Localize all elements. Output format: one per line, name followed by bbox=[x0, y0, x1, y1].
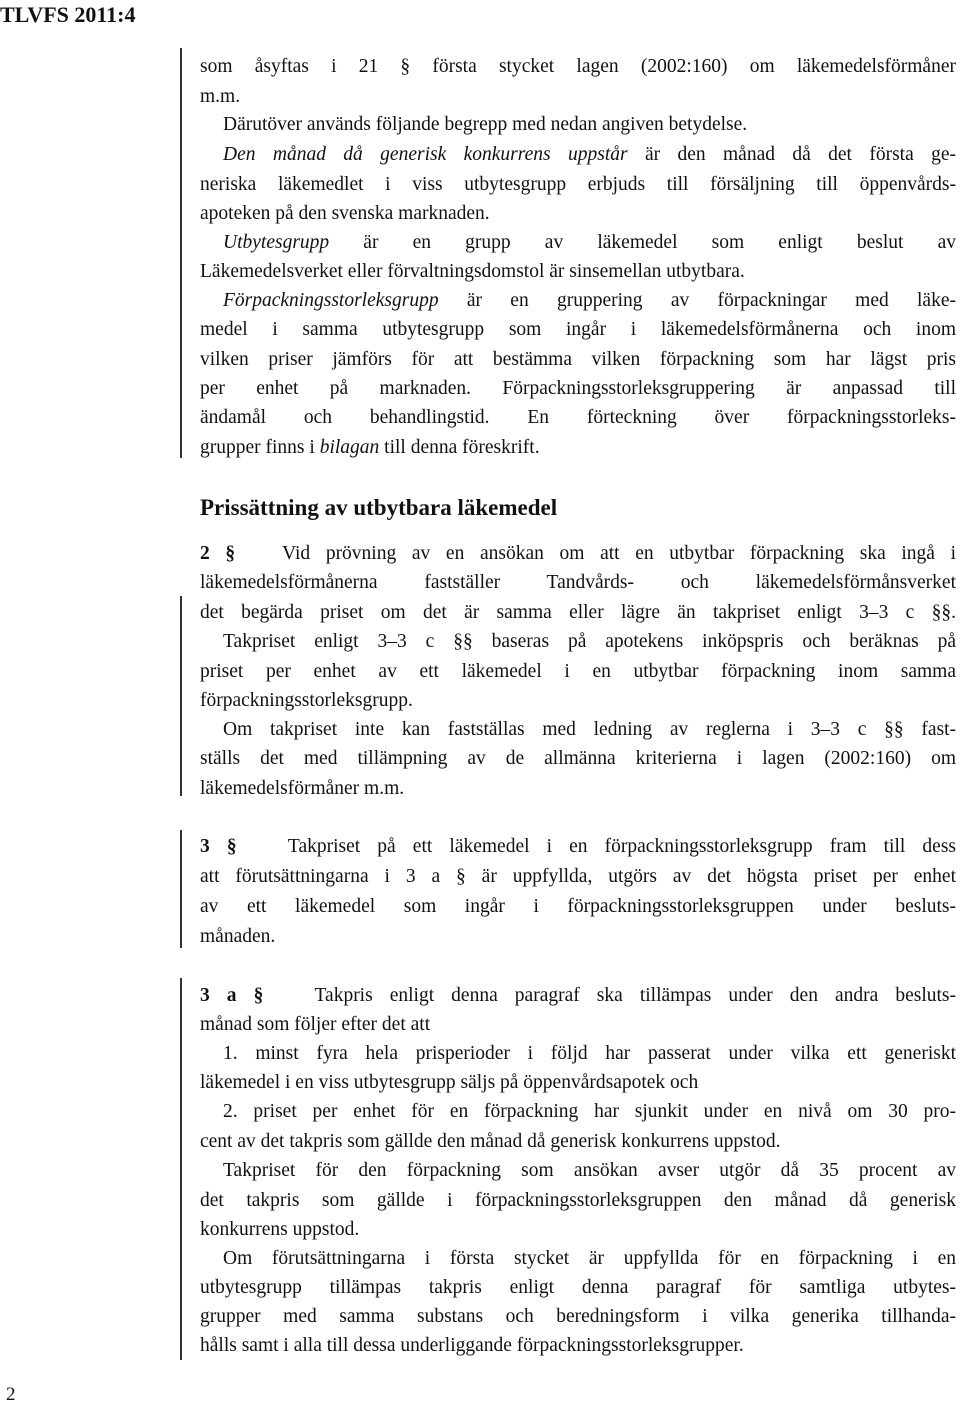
defined-term: Utbytesgrupp bbox=[223, 232, 330, 253]
paragraph-line bbox=[200, 981, 956, 1011]
paragraph-number: 3 a § bbox=[200, 985, 264, 1006]
text-line: per enhet på marknaden. Förpackningsstorleksgruppering är anpassad till bbox=[200, 378, 956, 399]
text-line: att förutsättningarna i 3 a § är uppfyllda, utgörs av det högsta priset per enhet bbox=[200, 866, 956, 887]
change-bar bbox=[180, 830, 182, 948]
text-line: Om förutsättningarna i första stycket är uppfyllda för en förpackning i en bbox=[223, 1248, 956, 1269]
text-line: neriska läkemedlet i viss utbytesgrupp erbjuds till försäljning till öppenvårds- bbox=[200, 174, 956, 195]
text-line: ändamål och behandlingstid. En förteckning över förpackningsstorleks- bbox=[200, 407, 956, 428]
text-span: Takpriset på ett läkemedel i en förpackningsstorleksgrupp fram till dess bbox=[287, 836, 956, 857]
defined-term: Den månad då generisk konkurrens uppstår bbox=[223, 144, 628, 165]
text-span: är den månad då det första ge- bbox=[627, 144, 956, 165]
paragraph-number: 2 § bbox=[200, 543, 236, 564]
text-span: är en grupp av läkemedel som enligt beslut av bbox=[329, 232, 956, 253]
text-line: medel i samma utbytesgrupp som ingår i läkemedelsförmånerna och inom bbox=[200, 319, 956, 340]
text-line: Takpriset för den förpackning som ansökan avser utgör då 35 procent av bbox=[223, 1160, 956, 1181]
paragraph-line bbox=[200, 539, 956, 569]
change-bar bbox=[180, 978, 182, 1360]
change-bar bbox=[180, 596, 182, 796]
text-line: förpackningsstorleksgrupp. bbox=[200, 690, 413, 711]
change-bar bbox=[180, 48, 182, 458]
text-line: Läkemedelsverket eller förvaltningsdomstol är sinsemellan utbytbara. bbox=[200, 261, 745, 282]
text-line: månad som följer efter det att bbox=[200, 1014, 431, 1035]
text-line: hålls samt i alla till dessa underliggande förpackningsstorleksgrupper. bbox=[200, 1335, 744, 1356]
text-line: månaden. bbox=[200, 926, 276, 947]
list-item-2: 2. priset per enhet för en förpackning har sjunkit under en nivå om 30 pro- bbox=[223, 1101, 956, 1122]
text-span: Vid prövning av en ansökan om att en utbytbar förpackning ska ingå i bbox=[282, 543, 957, 564]
text-line: utbytesgrupp tillämpas takpris enligt denna paragraf för samtliga utbytes- bbox=[200, 1277, 956, 1298]
definition-line bbox=[223, 140, 956, 170]
text-span: Takpris enligt denna paragraf ska tillämpas under den andra besluts- bbox=[314, 985, 957, 1006]
text-line bbox=[200, 433, 956, 463]
document-header: TLVFS 2011:4 bbox=[0, 2, 136, 27]
bilagan-reference: bilagan bbox=[319, 437, 380, 458]
text-line: som åsyftas i 21 § första stycket lagen (2002:160) om läkemedelsförmåner bbox=[200, 56, 956, 77]
defined-term: Förpackningsstorleksgrupp bbox=[223, 290, 439, 311]
text-line: det takpris som gällde i förpackningsstorleksgruppen den månad då generisk bbox=[200, 1190, 956, 1211]
text-line: vilken priser jämförs för att bestämma vilken förpackning som har lägst pris bbox=[200, 349, 956, 370]
page-number: 2 bbox=[6, 1384, 16, 1405]
text-line: Takpriset enligt 3–3 c §§ baseras på apotekens inköpspris och beräknas på bbox=[223, 631, 956, 652]
text-line: priset per enhet av ett läkemedel i en utbytbar förpackning inom samma bbox=[200, 661, 956, 682]
text-line: cent av det takpris som gällde den månad då generisk konkurrens uppstod. bbox=[200, 1131, 781, 1152]
text-span: är en gruppering av förpackningar med läke- bbox=[438, 290, 956, 311]
section-heading: Prissättning av utbytbara läkemedel bbox=[200, 495, 558, 520]
list-item-1: 1. minst fyra hela prisperioder i följd har passerat under vilka ett generiskt bbox=[223, 1043, 956, 1064]
text-line: Om takpriset inte kan fastställas med ledning av reglerna i 3–3 c §§ fast- bbox=[223, 719, 956, 740]
text-line: apoteken på den svenska marknaden. bbox=[200, 203, 490, 224]
text-line: ställs det med tillämpning av de allmänna kriterierna i lagen (2002:160) om bbox=[200, 748, 956, 769]
text-line: m.m. bbox=[200, 86, 241, 107]
paragraph-number: 3 § bbox=[200, 836, 237, 857]
text-line: läkemedelsförmåner m.m. bbox=[200, 778, 405, 799]
paragraph-line bbox=[200, 832, 956, 862]
text-line: Därutöver används följande begrepp med nedan angiven betydelse. bbox=[223, 114, 748, 135]
text-span: grupper finns i bbox=[200, 437, 320, 458]
text-line: grupper med samma substans och beredningsform i vilka generika tillhanda- bbox=[200, 1306, 956, 1327]
text-line: det begärda priset om det är samma eller lägre än takpriset enligt 3–3 c §§. bbox=[200, 602, 956, 623]
definition-line bbox=[223, 286, 956, 316]
text-line: konkurrens uppstod. bbox=[200, 1219, 360, 1240]
text-line: av ett läkemedel som ingår i förpackningsstorleksgruppen under besluts- bbox=[200, 896, 956, 917]
text-line: läkemedelsförmånerna fastställer Tandvårds- och läkemedelsförmånsverket bbox=[200, 572, 956, 593]
definition-line bbox=[223, 228, 956, 258]
text-line: läkemedel i en viss utbytesgrupp säljs på öppenvårdsapotek och bbox=[200, 1072, 699, 1093]
text-span: till denna föreskrift. bbox=[379, 437, 540, 458]
